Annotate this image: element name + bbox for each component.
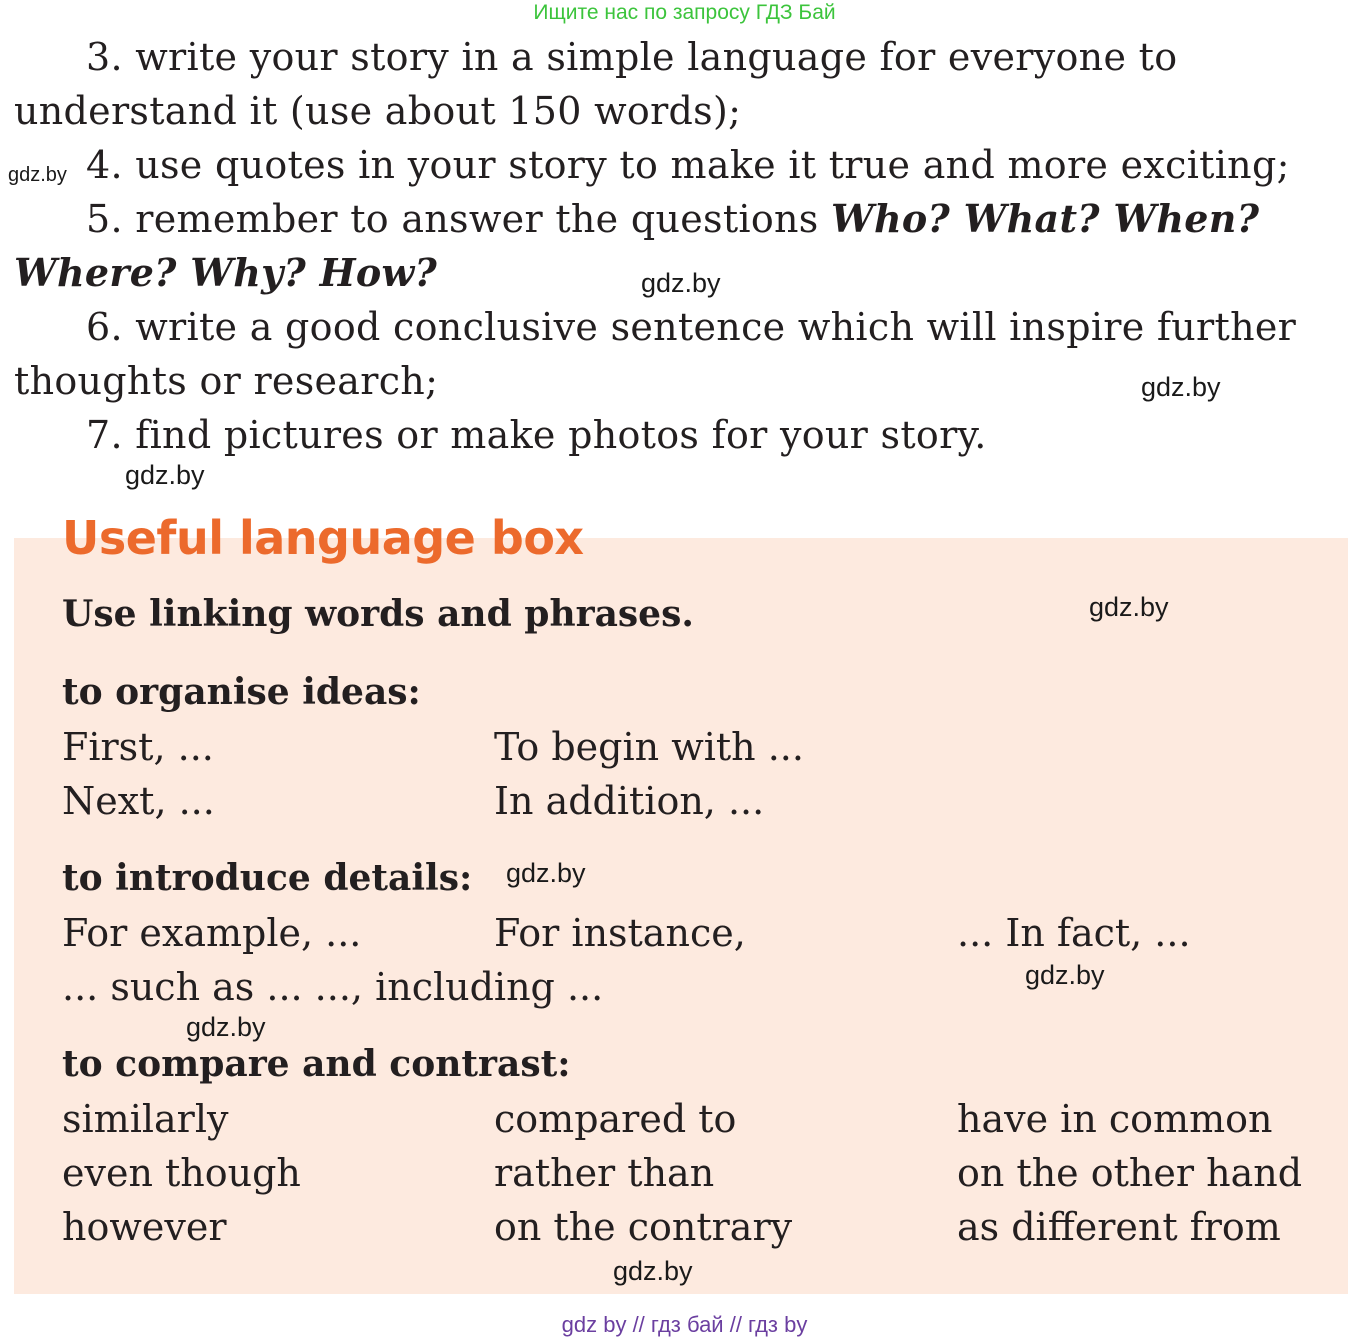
watermark-gdz: gdz.by [186,1012,266,1042]
section-heading-details: to introduce details: [62,857,473,899]
phrase: even though [62,1151,301,1195]
phrase: ... such as ... ..., including ... [62,965,604,1009]
phrase: rather than [494,1151,715,1195]
phrase: First, ... [62,725,214,769]
section-heading-organise: to organise ideas: [62,671,421,713]
phrase: To begin with ... [494,725,804,769]
phrase: have in common [957,1097,1273,1141]
phrase: on the other hand [957,1151,1303,1195]
top-search-banner[interactable]: Ищите нас по запросу ГДЗ Бай [533,1,836,24]
language-box-subtitle: Use linking words and phrases. [62,593,694,635]
instruction-5-questions: Who? What? When? [830,196,1260,241]
phrase: Next, ... [62,779,215,823]
instruction-4: 4. use quotes in your story to make it true and more exciting; [86,143,1290,187]
phrase: In addition, ... [494,779,765,823]
instruction-5-line-2 [14,250,437,296]
phrase: however [62,1205,227,1249]
instruction-7: 7. find pictures or make photos for your story. [86,413,987,457]
instruction-5-text: 5. remember to answer the questions [86,197,831,241]
phrase: ... In fact, ... [957,911,1191,955]
instruction-3-line-1: 3. write your story in a simple language for everyone to [86,35,1178,79]
watermark-gdz: gdz.by [506,858,586,888]
section-heading-compare: to compare and contrast: [62,1043,571,1085]
watermark-gdz: gdz.by [1089,592,1169,622]
bottom-site-banner[interactable]: gdz by // гдз бай // гдз by [561,1312,808,1337]
watermark-gdz: gdz.by [1141,372,1221,402]
instruction-5-line-1 [86,196,1259,242]
watermark-gdz: gdz.by [613,1256,693,1286]
phrase: compared to [494,1097,737,1141]
instruction-6-line-2: thoughts or research; [14,359,439,403]
watermark-gdz: gdz.by [1025,960,1105,990]
instruction-6-line-1: 6. write a good conclusive sentence which will inspire further [86,305,1297,349]
language-box-title: Useful language box [62,511,584,565]
watermark-gdz: gdz.by [641,268,721,298]
phrase: on the contrary [494,1205,793,1249]
instruction-3-line-2: understand it (use about 150 words); [14,89,742,133]
watermark-gdz: gdz.by [8,164,67,186]
phrase: as different from [957,1205,1281,1249]
phrase: For example, ... [62,911,362,955]
phrase: For instance, [494,911,746,955]
instruction-5-questions-cont: Where? Why? How? [14,250,438,295]
phrase: similarly [62,1097,229,1141]
watermark-gdz: gdz.by [125,460,205,490]
